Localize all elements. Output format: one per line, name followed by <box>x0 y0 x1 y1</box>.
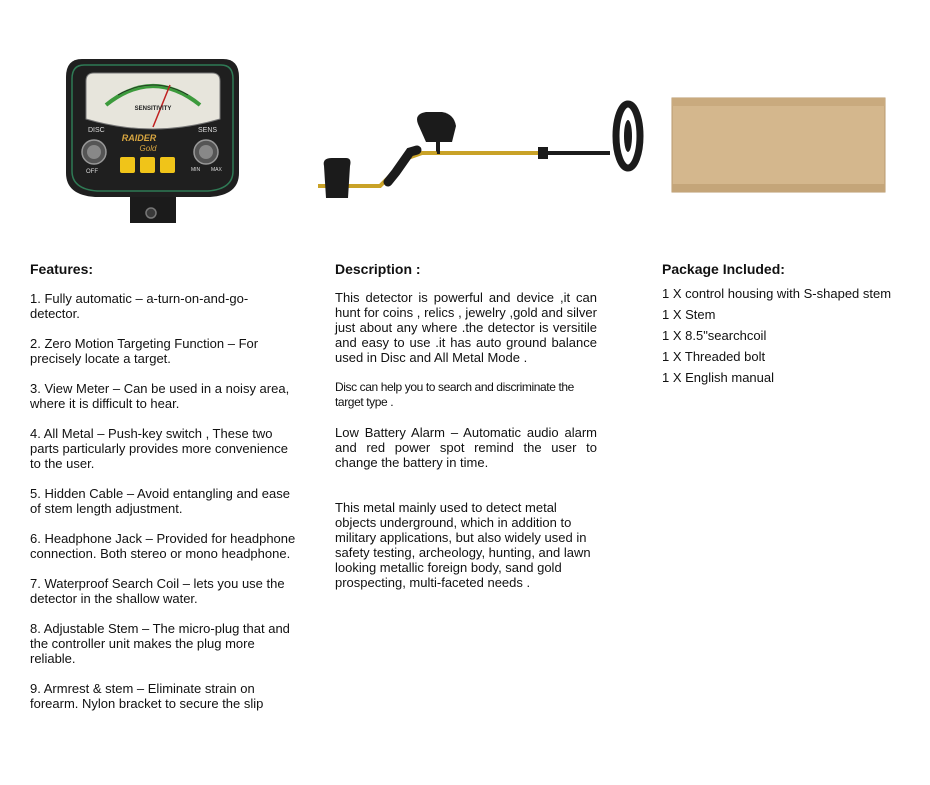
package-box-image <box>668 95 890 195</box>
package-item: 1 X 8.5"searchcoil <box>662 328 767 343</box>
feature-item: 4. All Metal – Push-key switch , These two parts particularly provides more convenience to the user. <box>30 426 288 471</box>
panel-yellow-button-1 <box>120 157 135 173</box>
package-item: 1 X Stem <box>662 307 716 322</box>
sens-knob-label: SENS <box>198 127 218 134</box>
sens-min-label: MIN <box>191 167 201 173</box>
package-item: 1 X Threaded bolt <box>662 349 766 364</box>
description-paragraph: Low Battery Alarm – Automatic audio alarm and red power spot remind the user to change the battery in time. <box>335 425 597 470</box>
disc-off-label: OFF <box>86 169 98 175</box>
panel-yellow-button-2 <box>140 157 155 173</box>
meter-sensitivity-label: SENSITIVITY <box>134 106 172 112</box>
control-panel-image <box>60 55 245 225</box>
feature-item: 9. Armrest & stem – Eliminate strain on forearm. Nylon bracket to secure the slip <box>30 681 264 711</box>
sens-max-label: MAX <box>211 167 222 173</box>
description-paragraph: This metal mainly used to detect metal objects underground, which in addition to military applications, but also widely used in safety testing, archeology, hunting, and lawn looking metallic foreign body, sand gold prospecting, multi-faceted needs . <box>335 500 591 590</box>
feature-item: 6. Headphone Jack – Provided for headphone connection. Both stereo or mono headphone. <box>30 531 296 561</box>
feature-item: 5. Hidden Cable – Avoid entangling and ease of stem length adjustment. <box>30 486 290 516</box>
feature-item: 7. Waterproof Search Coil – lets you use the detector in the shallow water. <box>30 576 285 606</box>
brand-logo-top: RAIDER <box>121 133 157 143</box>
feature-item: 2. Zero Motion Targeting Function – For precisely locate a target. <box>30 336 259 366</box>
package-list <box>662 286 922 391</box>
description-paragraph: Disc can help you to search and discriminate the target type . <box>335 380 574 409</box>
detector-image <box>310 100 645 205</box>
feature-item: 1. Fully automatic – a-turn-on-and-go- detector. <box>30 291 249 321</box>
panel-yellow-button-3 <box>160 157 175 173</box>
description-body <box>335 290 597 590</box>
brand-logo-bottom: Gold <box>139 144 157 153</box>
feature-item: 8. Adjustable Stem – The micro-plug that and the controller unit makes the plug more reliable. <box>30 621 290 666</box>
features-heading: Features: <box>30 261 94 277</box>
disc-knob-label: DISC <box>88 127 105 134</box>
description-paragraph: This detector is powerful and device ,it can hunt for coins , relics , jewelry ,gold and silver just about any where .the detector is versitile and easy to use .it has auto ground balance used in Disc and All Metal Mode . <box>335 290 597 365</box>
features-list <box>30 291 298 726</box>
package-item: 1 X English manual <box>662 370 775 385</box>
package-heading: Package Included: <box>662 261 785 277</box>
package-item: 1 X control housing with S-shaped stem <box>662 286 892 301</box>
feature-item: 3. View Meter – Can be used in a noisy area, where it is difficult to hear. <box>30 381 290 411</box>
description-heading: Description : <box>335 261 421 277</box>
